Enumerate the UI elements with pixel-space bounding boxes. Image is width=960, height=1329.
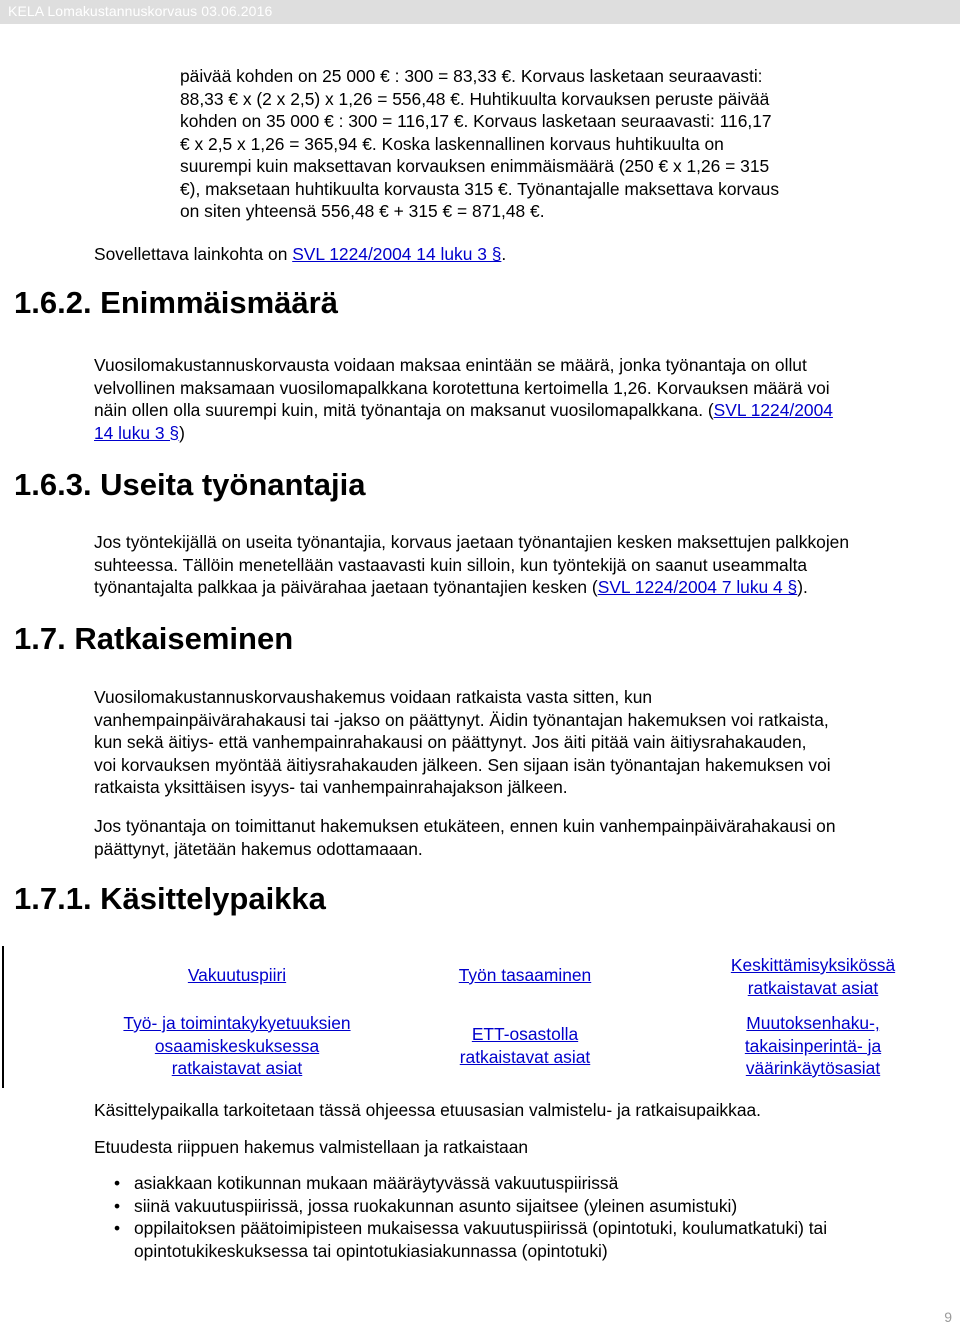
link-cell-vakuutuspiiri: [112, 964, 362, 987]
decision-paragraph-1: [94, 686, 831, 799]
text-line: Käsittelypaikalla tarkoitetaan tässä ohjeessa etuusasian valmistelu- ja ratkaisupaikkaa.: [94, 1100, 762, 1120]
text-line: voi korvauksen myöntää äitiysrahakauden jälkeen. Sen sijaan isän työnantajan hakemuksen voi: [94, 754, 831, 775]
provision-prefix: Sovellettava lainkohta on: [94, 244, 293, 264]
header-title: KELA Lomakustannuskorvaus 03.06.2016: [8, 3, 273, 19]
decision-paragraph-2: [94, 815, 836, 860]
heading-useita-tyonantajia: 1.6.3. Useita työnantajia: [14, 467, 366, 502]
example-line: päivää kohden on 25 000 € : 300 = 83,33 €. Korvaus lasketaan seuraavasti:: [180, 66, 763, 86]
ett-osasto-link-line2[interactable]: ratkaistavat asiat: [459, 1046, 591, 1067]
text-line: päättynyt, jätetään hakemus odottamaaan.: [94, 838, 423, 859]
text-line: Jos työnantaja on toimittanut hakemuksen etukäteen, ennen kuin vanhempainpäivärahakausi on: [94, 816, 836, 836]
link-cell-keskittamisyksikko: [688, 954, 938, 999]
svl-link-part2[interactable]: 14 luku 3 §: [94, 422, 180, 443]
list-item: [114, 1195, 827, 1218]
text-line: näin ollen olla suurempi kuin, mitä työnantaja on maksanut vuosilomapalkkana. (: [94, 400, 714, 420]
list-item-text: asiakkaan kotikunnan mukaan määräytyvässä vakuutuspiirissä: [134, 1173, 619, 1193]
processing-intro: [94, 1136, 528, 1159]
tyo-toimintakyky-link-line1[interactable]: Työ- ja toimintakykyetuuksien: [123, 1013, 351, 1033]
svl-7-4-link[interactable]: SVL 1224/2004 7 luku 4 §: [597, 577, 798, 597]
tyo-toimintakyky-link-line2[interactable]: osaamiskeskuksessa: [154, 1035, 320, 1056]
bullet-icon: •: [114, 1173, 121, 1193]
heading-kasittelypaikka: 1.7.1. Käsittelypaikka: [14, 881, 326, 916]
muutoksenhaku-link-line2[interactable]: takaisinperintä- ja: [744, 1035, 882, 1056]
tyon-tasaaminen-link[interactable]: Työn tasaaminen: [458, 965, 592, 985]
keskittamisyksikko-link-line1[interactable]: Keskittämisyksikössä: [730, 955, 896, 975]
list-item-text-cont: opintotukikeskuksessa tai opintotukiasiakunnassa (opintotuki): [134, 1240, 608, 1261]
text-line: Jos työntekijällä on useita työnantajia, korvaus jaetaan työnantajien kesken maksettujen palkkojen: [94, 532, 850, 552]
muutoksenhaku-link-line3[interactable]: väärinkäytösasiat: [745, 1058, 881, 1078]
tyo-toimintakyky-link-line3[interactable]: ratkaistavat asiat: [171, 1058, 303, 1078]
example-line: €), maksetaan huhtikuulta korvausta 315 €. Työnantajalle maksettava korvaus: [180, 178, 780, 199]
link-cell-muutoksenhaku: [688, 1012, 938, 1080]
text-line: suhteessa. Tällöin menetellään vastaavasti kuin silloin, kun työntekijä on saanut useammalta: [94, 554, 808, 575]
list-item: [114, 1172, 827, 1195]
example-line: 88,33 € x (2 x 2,5) x 1,26 = 556,48 €. Huhtikuulta korvauksen peruste päivää: [180, 88, 770, 109]
page-number: 9: [944, 1309, 952, 1325]
muutoksenhaku-link-line1[interactable]: Muutoksenhaku-,: [746, 1013, 880, 1033]
text-line: Vuosilomakustannuskorvausta voidaan maksaa enintään se määrä, jonka työnantaja on ollut: [94, 355, 807, 375]
bullet-icon: •: [114, 1195, 121, 1216]
example-line: suurempi kuin maksettavan korvauksen enimmäismäärä (250 € x 1,26 = 315: [180, 156, 770, 176]
bullet-icon: •: [114, 1218, 121, 1238]
link-cell-ett-osasto: [400, 1023, 650, 1068]
text-line: Etuudesta riippuen hakemus valmistellaan ja ratkaistaan: [94, 1137, 529, 1157]
list-item-text: siinä vakuutuspiirissä, jossa ruokakunnan asunto sijaitsee (yleinen asumistuki): [134, 1195, 738, 1216]
provision-suffix: .: [501, 244, 507, 264]
svl-link-part1[interactable]: SVL 1224/2004: [713, 400, 833, 420]
text-line: työnantajalta palkkaa ja päivärahaa jaetaan työnantajien kesken (: [94, 577, 598, 597]
link-cell-tyon-tasaaminen: [400, 964, 650, 987]
processing-bullet-list: [114, 1172, 827, 1262]
svl-14-3-link[interactable]: SVL 1224/2004 14 luku 3 §: [292, 244, 502, 264]
applicable-provision: [94, 243, 506, 266]
text-line: vanhempainpäivärahakausi tai -jakso on päättynyt. Äidin työnantajan hakemuksen voi ratkaista,: [94, 709, 829, 730]
heading-enimmaismaara: 1.6.2. Enimmäismäärä: [14, 285, 338, 320]
maximum-amount-text: [94, 354, 833, 444]
example-line: on siten yhteensä 556,48 € + 315 € = 871,48 €.: [180, 201, 545, 221]
multiple-employers-text: [94, 531, 849, 599]
text-line: velvollinen maksamaan vuosilomapalkkana korotettuna kertoimella 1,26. Korvauksen määrä voi: [94, 377, 830, 398]
keskittamisyksikko-link-line2[interactable]: ratkaistavat asiat: [747, 977, 879, 998]
vertical-rule: [2, 946, 4, 1088]
processing-place-definition: [94, 1099, 761, 1122]
close-paren: ): [179, 422, 185, 443]
vakuutuspiiri-link[interactable]: Vakuutuspiiri: [187, 965, 287, 985]
text-line: ratkaista yksittäisen isyys- tai vanhempainrahajakson jälkeen.: [94, 777, 568, 797]
example-line: kohden on 35 000 € : 300 = 116,17 €. Korvaus lasketaan seuraavasti: 116,17: [180, 111, 772, 131]
text-line: Vuosilomakustannuskorvaushakemus voidaan ratkaista vasta sitten, kun: [94, 687, 653, 707]
list-item-text: oppilaitoksen päätoimipisteen mukaisessa vakuutuspiirissä (opintotuki, koulumatkatuki) tai: [134, 1218, 828, 1238]
list-item: [114, 1217, 827, 1262]
heading-ratkaiseminen: 1.7. Ratkaiseminen: [14, 621, 294, 656]
close-paren: ).: [797, 577, 808, 597]
header-bar: [0, 0, 960, 24]
text-line: kun sekä äitiys- että vanhempainrahakausi on päättynyt. Jos äiti pitää vain äitiysrahakauden,: [94, 732, 807, 752]
ett-osasto-link-line1[interactable]: ETT-osastolla: [471, 1024, 579, 1044]
link-cell-tyo-ja-toimintakyky: [92, 1012, 382, 1080]
example-line: € x 2,5 x 1,26 = 365,94 €. Koska laskennallinen korvaus huhtikuulta on: [180, 133, 724, 154]
calculation-example: [180, 65, 779, 223]
